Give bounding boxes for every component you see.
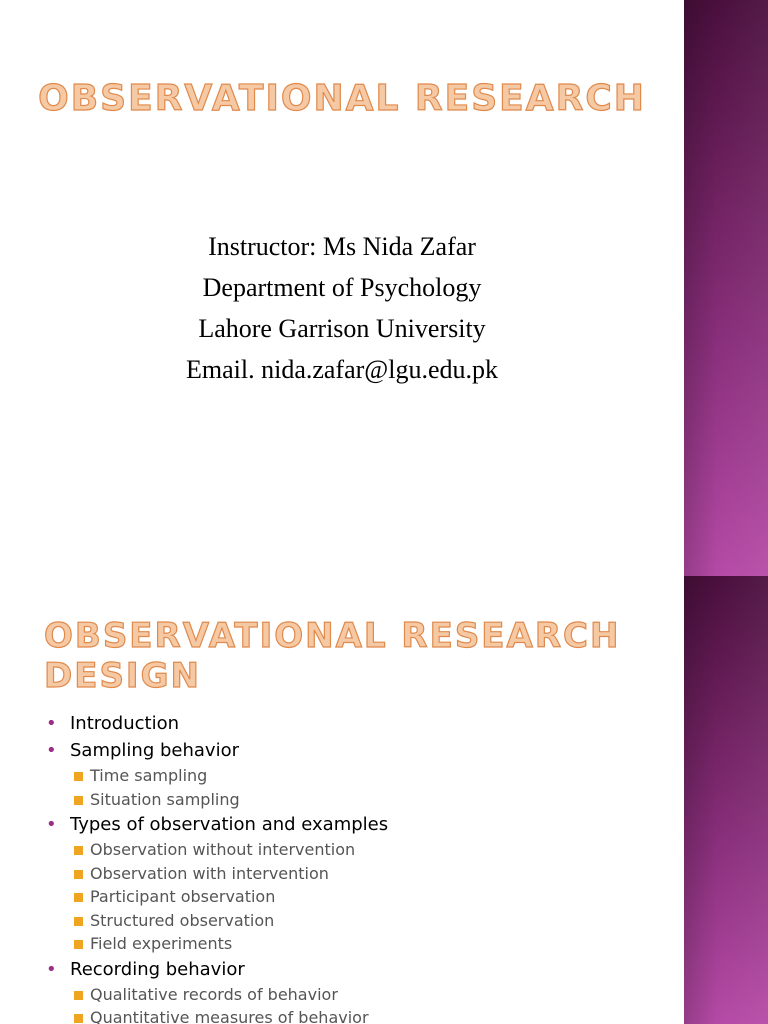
list-item: [44, 862, 664, 886]
bullet-dot-icon: •: [46, 740, 57, 761]
bullet-list: [44, 710, 664, 1024]
list-item: [44, 838, 664, 862]
list-item: [44, 983, 664, 1007]
department: Department of Psychology: [202, 273, 482, 302]
bullet-square-icon: [74, 772, 83, 781]
email: Email. nida.zafar@lgu.edu.pk: [186, 355, 498, 384]
list-item-text: Quantitative measures of behavior: [90, 1008, 369, 1024]
bullet-dot-icon: •: [46, 713, 57, 734]
decorative-side-band: [684, 0, 768, 576]
list-item: [44, 737, 664, 764]
bullet-dot-icon: •: [46, 814, 57, 835]
list-item: [44, 811, 664, 838]
instructor-name: Instructor: Ms Nida Zafar: [208, 232, 476, 261]
bullet-square-icon: [74, 940, 83, 949]
list-item-text: Structured observation: [90, 910, 275, 930]
list-item: [44, 788, 664, 812]
list-item-text: Qualitative records of behavior: [90, 984, 338, 1004]
bullet-square-icon: [74, 1014, 83, 1023]
list-item-text: Field experiments: [90, 934, 233, 953]
list-item: [44, 1006, 664, 1024]
bullet-square-icon: [74, 846, 83, 855]
instructor-info: [0, 226, 684, 390]
slide-title: OBSERVATIONAL RESEARCH DESIGN: [44, 616, 621, 696]
list-item-text: Types of observation and examples: [70, 814, 389, 835]
bullet-square-icon: [74, 893, 83, 902]
bullet-square-icon: [74, 796, 83, 805]
bullet-square-icon: [74, 870, 83, 879]
list-item-text: Observation with intervention: [90, 863, 329, 883]
list-item-text: Observation without intervention: [90, 840, 356, 859]
list-item: [44, 710, 664, 737]
list-item: [44, 932, 664, 956]
list-item: [44, 764, 664, 788]
bullet-dot-icon: •: [46, 958, 57, 980]
list-item: [44, 885, 664, 909]
list-item: [44, 956, 664, 983]
list-item-text: Recording behavior: [70, 958, 245, 980]
slide-title: OBSERVATIONAL RESEARCH: [38, 78, 646, 119]
slide-outline: [0, 576, 768, 1024]
list-item-text: Sampling behavior: [70, 740, 239, 761]
list-item-text: Situation sampling: [90, 789, 240, 809]
bullet-square-icon: [74, 917, 83, 926]
list-item-text: Introduction: [70, 713, 180, 734]
list-item-text: Time sampling: [90, 766, 208, 785]
university: Lahore Garrison University: [198, 314, 486, 343]
bullet-square-icon: [74, 991, 83, 1000]
list-item: [44, 909, 664, 933]
list-item-text: Participant observation: [90, 887, 276, 906]
